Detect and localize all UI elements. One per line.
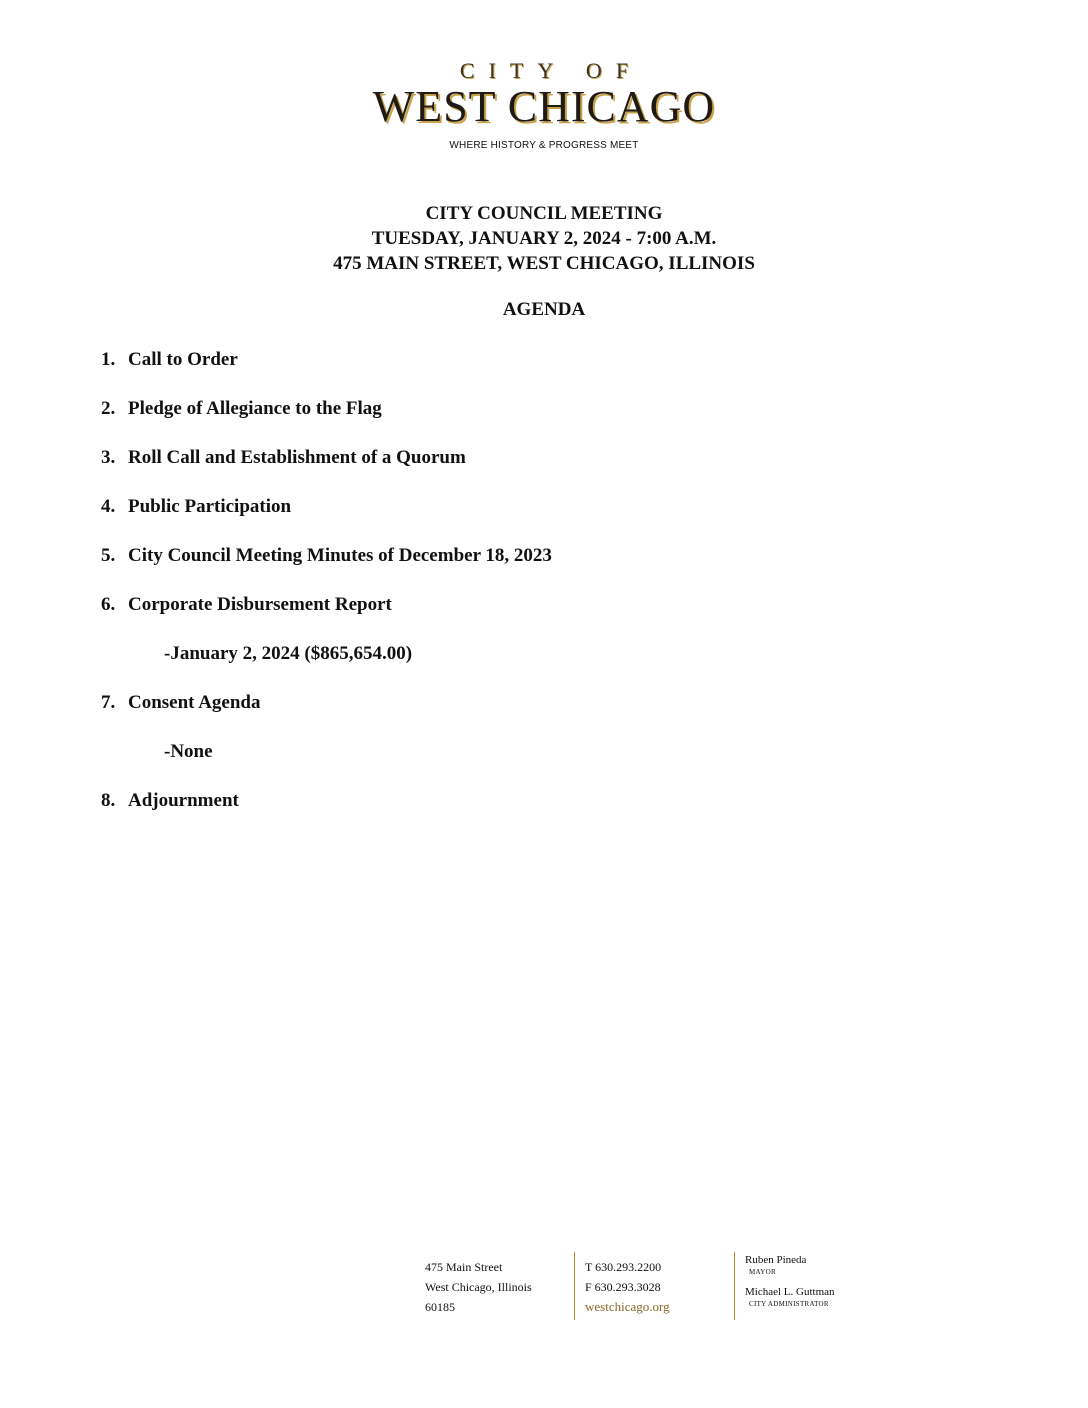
- agenda-item: [101, 592, 1001, 641]
- logo-tagline: WHERE HISTORY & PROGRESS MEET: [449, 140, 639, 151]
- agenda-item-number: 6.: [101, 594, 116, 615]
- administrator-title: CITY ADMINISTRATOR: [749, 1300, 829, 1308]
- agenda-item: [101, 396, 1001, 445]
- agenda-item-number: 2.: [101, 398, 116, 419]
- meeting-datetime: TUESDAY, JANUARY 2, 2024 - 7:00 A.M.: [371, 228, 717, 249]
- footer-divider: [734, 1252, 735, 1320]
- agenda-item-number: 8.: [101, 790, 116, 811]
- footer-contact: [585, 1257, 670, 1317]
- mayor-title: MAYOR: [749, 1268, 776, 1276]
- footer-fax: F 630.293.3028: [585, 1280, 661, 1294]
- agenda-item-number: 3.: [101, 447, 116, 468]
- footer-zip: 60185: [425, 1300, 455, 1314]
- agenda-subitem-text: -None: [164, 741, 213, 762]
- agenda-item-text: Roll Call and Establishment of a Quorum: [128, 447, 466, 468]
- agenda-item: [101, 788, 1001, 837]
- agenda-item: [101, 494, 1001, 543]
- agenda-item-number: 5.: [101, 545, 116, 566]
- agenda-item: [101, 445, 1001, 494]
- administrator-name: Michael L. Guttman: [745, 1286, 835, 1298]
- footer-divider: [574, 1252, 575, 1320]
- agenda-item-number: 1.: [101, 349, 116, 370]
- agenda-item-number: 7.: [101, 692, 116, 713]
- footer-address: [425, 1257, 532, 1317]
- agenda-item-text: Corporate Disbursement Report: [128, 594, 392, 615]
- agenda-item-text: City Council Meeting Minutes of December 18, 2023: [128, 545, 552, 566]
- footer-phone: T 630.293.2200: [585, 1260, 662, 1274]
- agenda-subitem-text: -January 2, 2024 ($865,654.00): [164, 643, 413, 664]
- agenda-subitem: [101, 641, 1001, 690]
- agenda-item: [101, 690, 1001, 739]
- city-logo: [0, 58, 1088, 151]
- footer-street: 475 Main Street: [425, 1260, 503, 1274]
- footer-officials: [745, 1253, 835, 1309]
- footer-website-link[interactable]: westchicago.org: [585, 1299, 670, 1314]
- agenda-list: [101, 347, 1001, 837]
- logo-west-chicago: WEST CHICAGO: [372, 82, 716, 131]
- mayor-name: Ruben Pineda: [745, 1254, 807, 1266]
- agenda-item-number: 4.: [101, 496, 116, 517]
- meeting-title: CITY COUNCIL MEETING: [425, 203, 663, 224]
- agenda-item-text: Call to Order: [128, 349, 238, 370]
- agenda-title: AGENDA: [502, 299, 586, 320]
- agenda-item: [101, 543, 1001, 592]
- meeting-location: 475 MAIN STREET, WEST CHICAGO, ILLINOIS: [333, 253, 755, 274]
- agenda-item-text: Public Participation: [128, 496, 292, 517]
- agenda-item: [101, 347, 1001, 396]
- meeting-header: [0, 201, 1088, 276]
- agenda-item-text: Consent Agenda: [128, 692, 261, 713]
- logo-city-of: CITY OF: [459, 58, 643, 83]
- agenda-item-text: Pledge of Allegiance to the Flag: [128, 398, 382, 419]
- agenda-subitem: [101, 739, 1001, 788]
- footer-city-state: West Chicago, Illinois: [425, 1280, 532, 1294]
- agenda-item-text: Adjournment: [128, 790, 239, 811]
